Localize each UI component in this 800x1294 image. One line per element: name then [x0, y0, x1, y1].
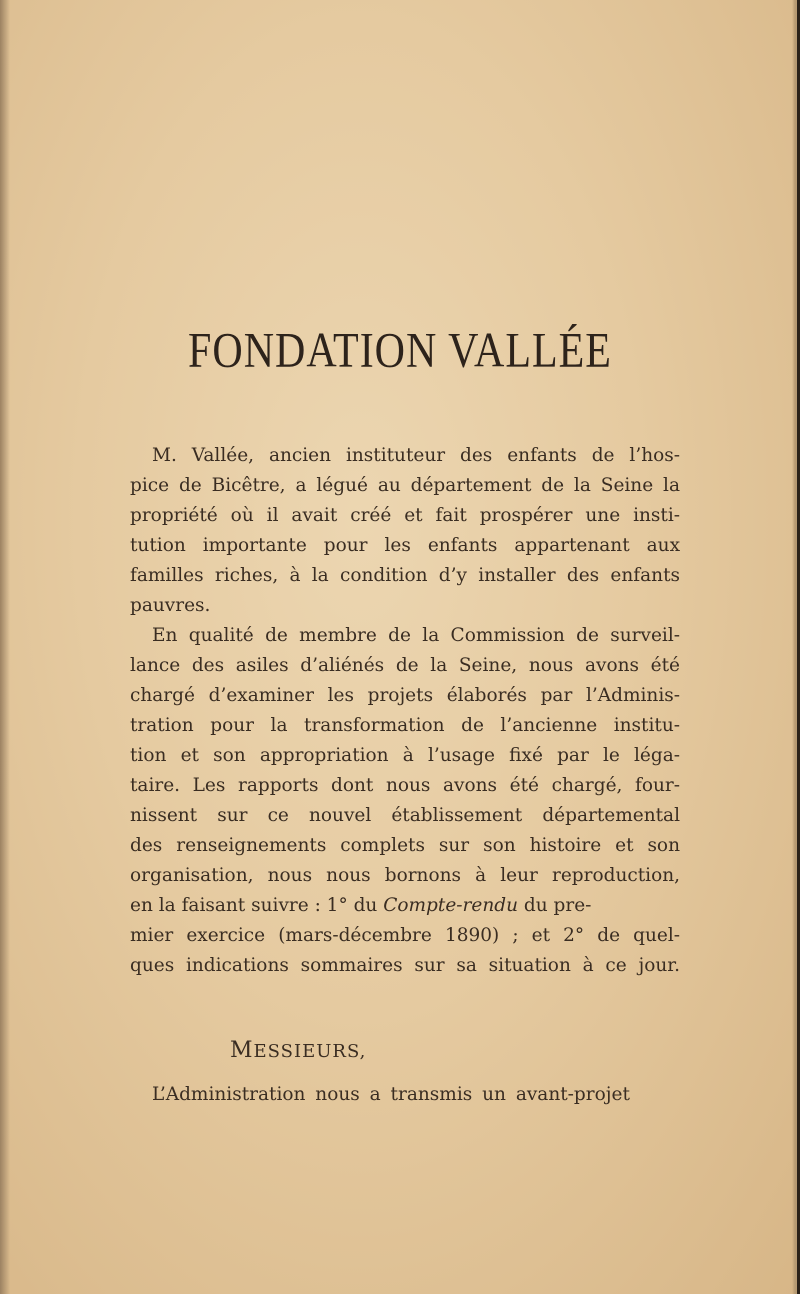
text-line: organisation, nous nous bornons à leur reproduction, — [130, 865, 680, 886]
text-line: M. Vallée, ancien instituteur des enfants de l’hos- — [152, 445, 680, 466]
text-line: tution importante pour les enfants appartenant aux — [130, 535, 680, 556]
text-line: familles riches, à la condition d’y installer des enfants — [130, 565, 680, 586]
text-line: tration pour la transformation de l’ancienne institu- — [130, 715, 680, 736]
text-line: pauvres. — [130, 595, 211, 616]
text-line: des renseignements complets sur son histoire et son — [130, 835, 680, 856]
text-line: chargé d’examiner les projets élaborés par l’Adminis- — [130, 685, 680, 706]
page-left-edge — [0, 0, 10, 1294]
text-line: mier exercice (mars-décembre 1890) ; et 2° de quel- — [130, 925, 680, 946]
text-line: lance des asiles d’aliénés de la Seine, nous avons été — [130, 655, 680, 676]
text-line: L’Administration nous a transmis un avant-projet — [152, 1084, 630, 1105]
text-line — [130, 891, 680, 921]
text-segment: en la faisant suivre : 1° du — [130, 895, 384, 916]
text-line: tion et son appropriation à l’usage fixé par le léga- — [130, 745, 680, 766]
salutation-rest: ESSIEURS, — [253, 1041, 367, 1062]
text-line: taire. Les rapports dont nous avons été chargé, four- — [130, 775, 680, 796]
page-title: FONDATION VALLÉE — [188, 323, 612, 379]
text-segment: du pre- — [518, 895, 592, 916]
text-line: nissent sur ce nouvel établissement départemental — [130, 805, 680, 826]
text-line: ques indications sommaires sur sa situation à ce jour. — [130, 955, 680, 976]
salutation-initial: M — [230, 1038, 254, 1063]
italic-title: Compte-rendu — [383, 895, 518, 916]
page-right-edge — [792, 0, 800, 1294]
text-line: pice de Bicêtre, a légué au département de la Seine la — [130, 475, 680, 496]
text-line: propriété où il avait créé et fait prospérer une insti- — [130, 505, 680, 526]
text-line: En qualité de membre de la Commission de surveil- — [152, 625, 680, 646]
salutation — [230, 1038, 366, 1063]
